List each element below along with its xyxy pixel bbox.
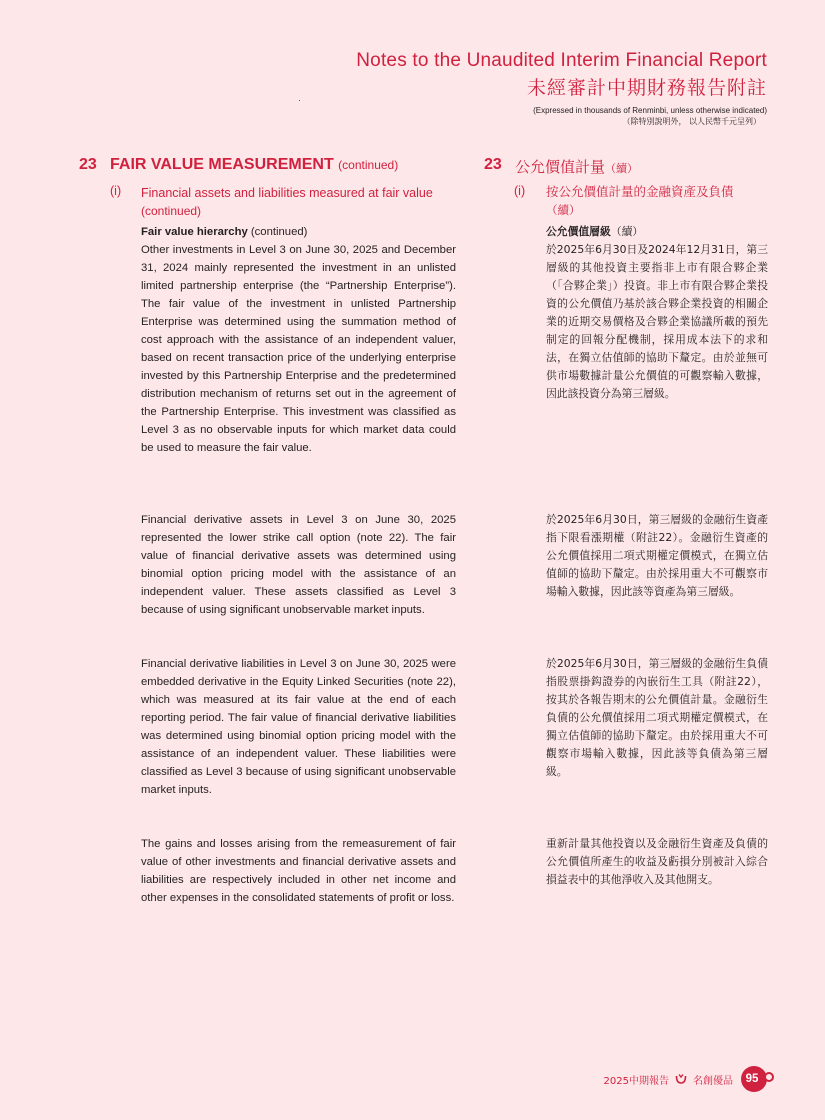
fair-value-hierarchy-heading-zh [546,223,768,241]
expressed-note-zh: （除特別說明外， 以人民幣千元呈列） [622,117,761,126]
body-zh-block-1 [546,223,768,403]
subsection-title-en [141,184,441,220]
section-title-zh-text: 公允價值計量 [515,158,606,176]
subsection-continued-zh: （續） [546,203,581,217]
paragraph-en: Financial derivative assets in Level 3 on June 30, 2025 represented the lower strike call option (note 22). The fair value of financial derivative assets was determined using binomial option pricing model with the assistance of an independent valuer. These assets classified as Level 3 because of using significant unobservable market inputs. [141,514,456,616]
subsection-marker-en: (i) [110,184,122,198]
paragraph-en: Other investments in Level 3 on June 30, 2025 and December 31, 2024 mainly represented the investment in an unlisted limited partnership enterprise (the “Partnership Enterprise”). The fair value of the investment in unlisted Partnership Enterprise was determined using the summation method of cost approach with the assistance of an independent valuer, based on recent transaction price of the underlying enterprise invested by this Partnership Enterprise and the predetermined distribution mechanism of returns set out in the agreement of the Partnership Enterprise. This investment was classified as Level 3 as no observable inputs for which market data could be used to measure the fair value. [141,244,456,454]
paragraph-en: The gains and losses arising from the remeasurement of fair value of other investments and financial derivative assets and liabilities are respectively included in other net income and other expenses in the consolidated statements of profit or loss. [141,838,456,904]
page-footer [604,1066,767,1092]
page-number: 95 [745,1073,759,1085]
section-number-zh: 23 [484,156,502,173]
subsection-title-en-text: Financial assets and liabilities measured at fair value [141,186,433,200]
section-title-en-text: FAIR VALUE MEASUREMENT [110,156,334,173]
body-en-block-4 [141,835,456,907]
section-number-en: 23 [79,156,97,173]
page-badge-ring [764,1072,774,1082]
body-zh-block-2 [546,511,768,601]
footer-brand: 名創優品 [693,1075,733,1087]
body-en-block-1 [141,223,456,457]
paragraph-zh: 於2025年6月30日，第三層級的金融衍生資產指下限看漲期權（附註22）。金融衍生資產的公允價值採用二項式期權定價模式，在獨立估值師的協助下釐定。由於採用重大不可觀察市場輸入數據，因此該等資產為第三層級。 [546,513,768,598]
paragraph-zh: 重新計量其他投資以及金融衍生資產及負債的公允價值所產生的收益及虧損分別被計入綜合損益表中的其他淨收入及其他開支。 [546,837,768,886]
fair-value-hierarchy-heading-en [141,223,456,241]
fvh-heading-zh-continued: （續） [610,225,644,238]
subsection-title-zh [546,183,768,219]
section-continued-zh: （續） [605,162,639,175]
miniso-logo-icon [675,1073,687,1085]
page-number-badge [741,1066,767,1092]
body-zh-block-4 [546,835,768,889]
fvh-heading-en-text: Fair value hierarchy [141,226,248,238]
section-title-zh [515,156,638,177]
subsection-continued-en: (continued) [141,204,202,218]
section-title-en [110,156,398,174]
body-en-block-2 [141,511,456,619]
paragraph-zh: 於2025年6月30日，第三層級的金融衍生負債指股票掛鈎證券的內嵌衍生工具（附註22），按其於各報告期末的公允價值計量。金融衍生負債的公允價值採用二項式期權定價模式，在獨立估值師的協助下釐定。由於採用重大不可觀察市場輸入數據，因此該等負債為第三層級。 [546,657,768,778]
footer-report-label: 2025中期報告 [603,1075,669,1087]
stray-dot [299,100,300,101]
report-title-en: Notes to the Unaudited Interim Financial Report [356,50,767,71]
paragraph-en: Financial derivative liabilities in Level 3 on June 30, 2025 were embedded derivative in the Equity Linked Securities (note 22), which was measured at its fair value at the end of each reporting period. The fair value of financial derivative liabilities was determined using binomial option pricing model with the assistance of an independent valuer. These liabilities were classified as Level 3 because of using significant unobservable market inputs. [141,658,456,796]
subsection-marker-zh: (i) [514,184,526,198]
fvh-heading-en-continued: (continued) [250,226,308,238]
fvh-heading-zh-text: 公允價值層級 [546,225,611,238]
paragraph-zh: 於2025年6月30日及2024年12月31日，第三層級的其他投資主要指非上市有限合夥企業（「合夥企業」）投資。非上市有限合夥企業投資的公允價值乃基於該合夥企業投資的相關企業的近期交易價格及合夥企業協議所載的預先制定的回報分配機制，採用成本法下的求和法，在獨立估值師的協助下釐定。由於並無可供市場數據計量公允價值的可觀察輸入數據，因此該投資分為第三層級。 [546,243,768,400]
report-title-zh: 未經審計中期財務報告附註 [526,77,767,99]
subsection-title-zh-text: 按公允價值計量的金融資產及負債 [546,184,734,199]
body-zh-block-3 [546,655,768,781]
expressed-note-en: (Expressed in thousands of Renminbi, unless otherwise indicated) [533,106,767,115]
body-en-block-3 [141,655,456,799]
section-continued-en: (continued) [338,158,399,172]
